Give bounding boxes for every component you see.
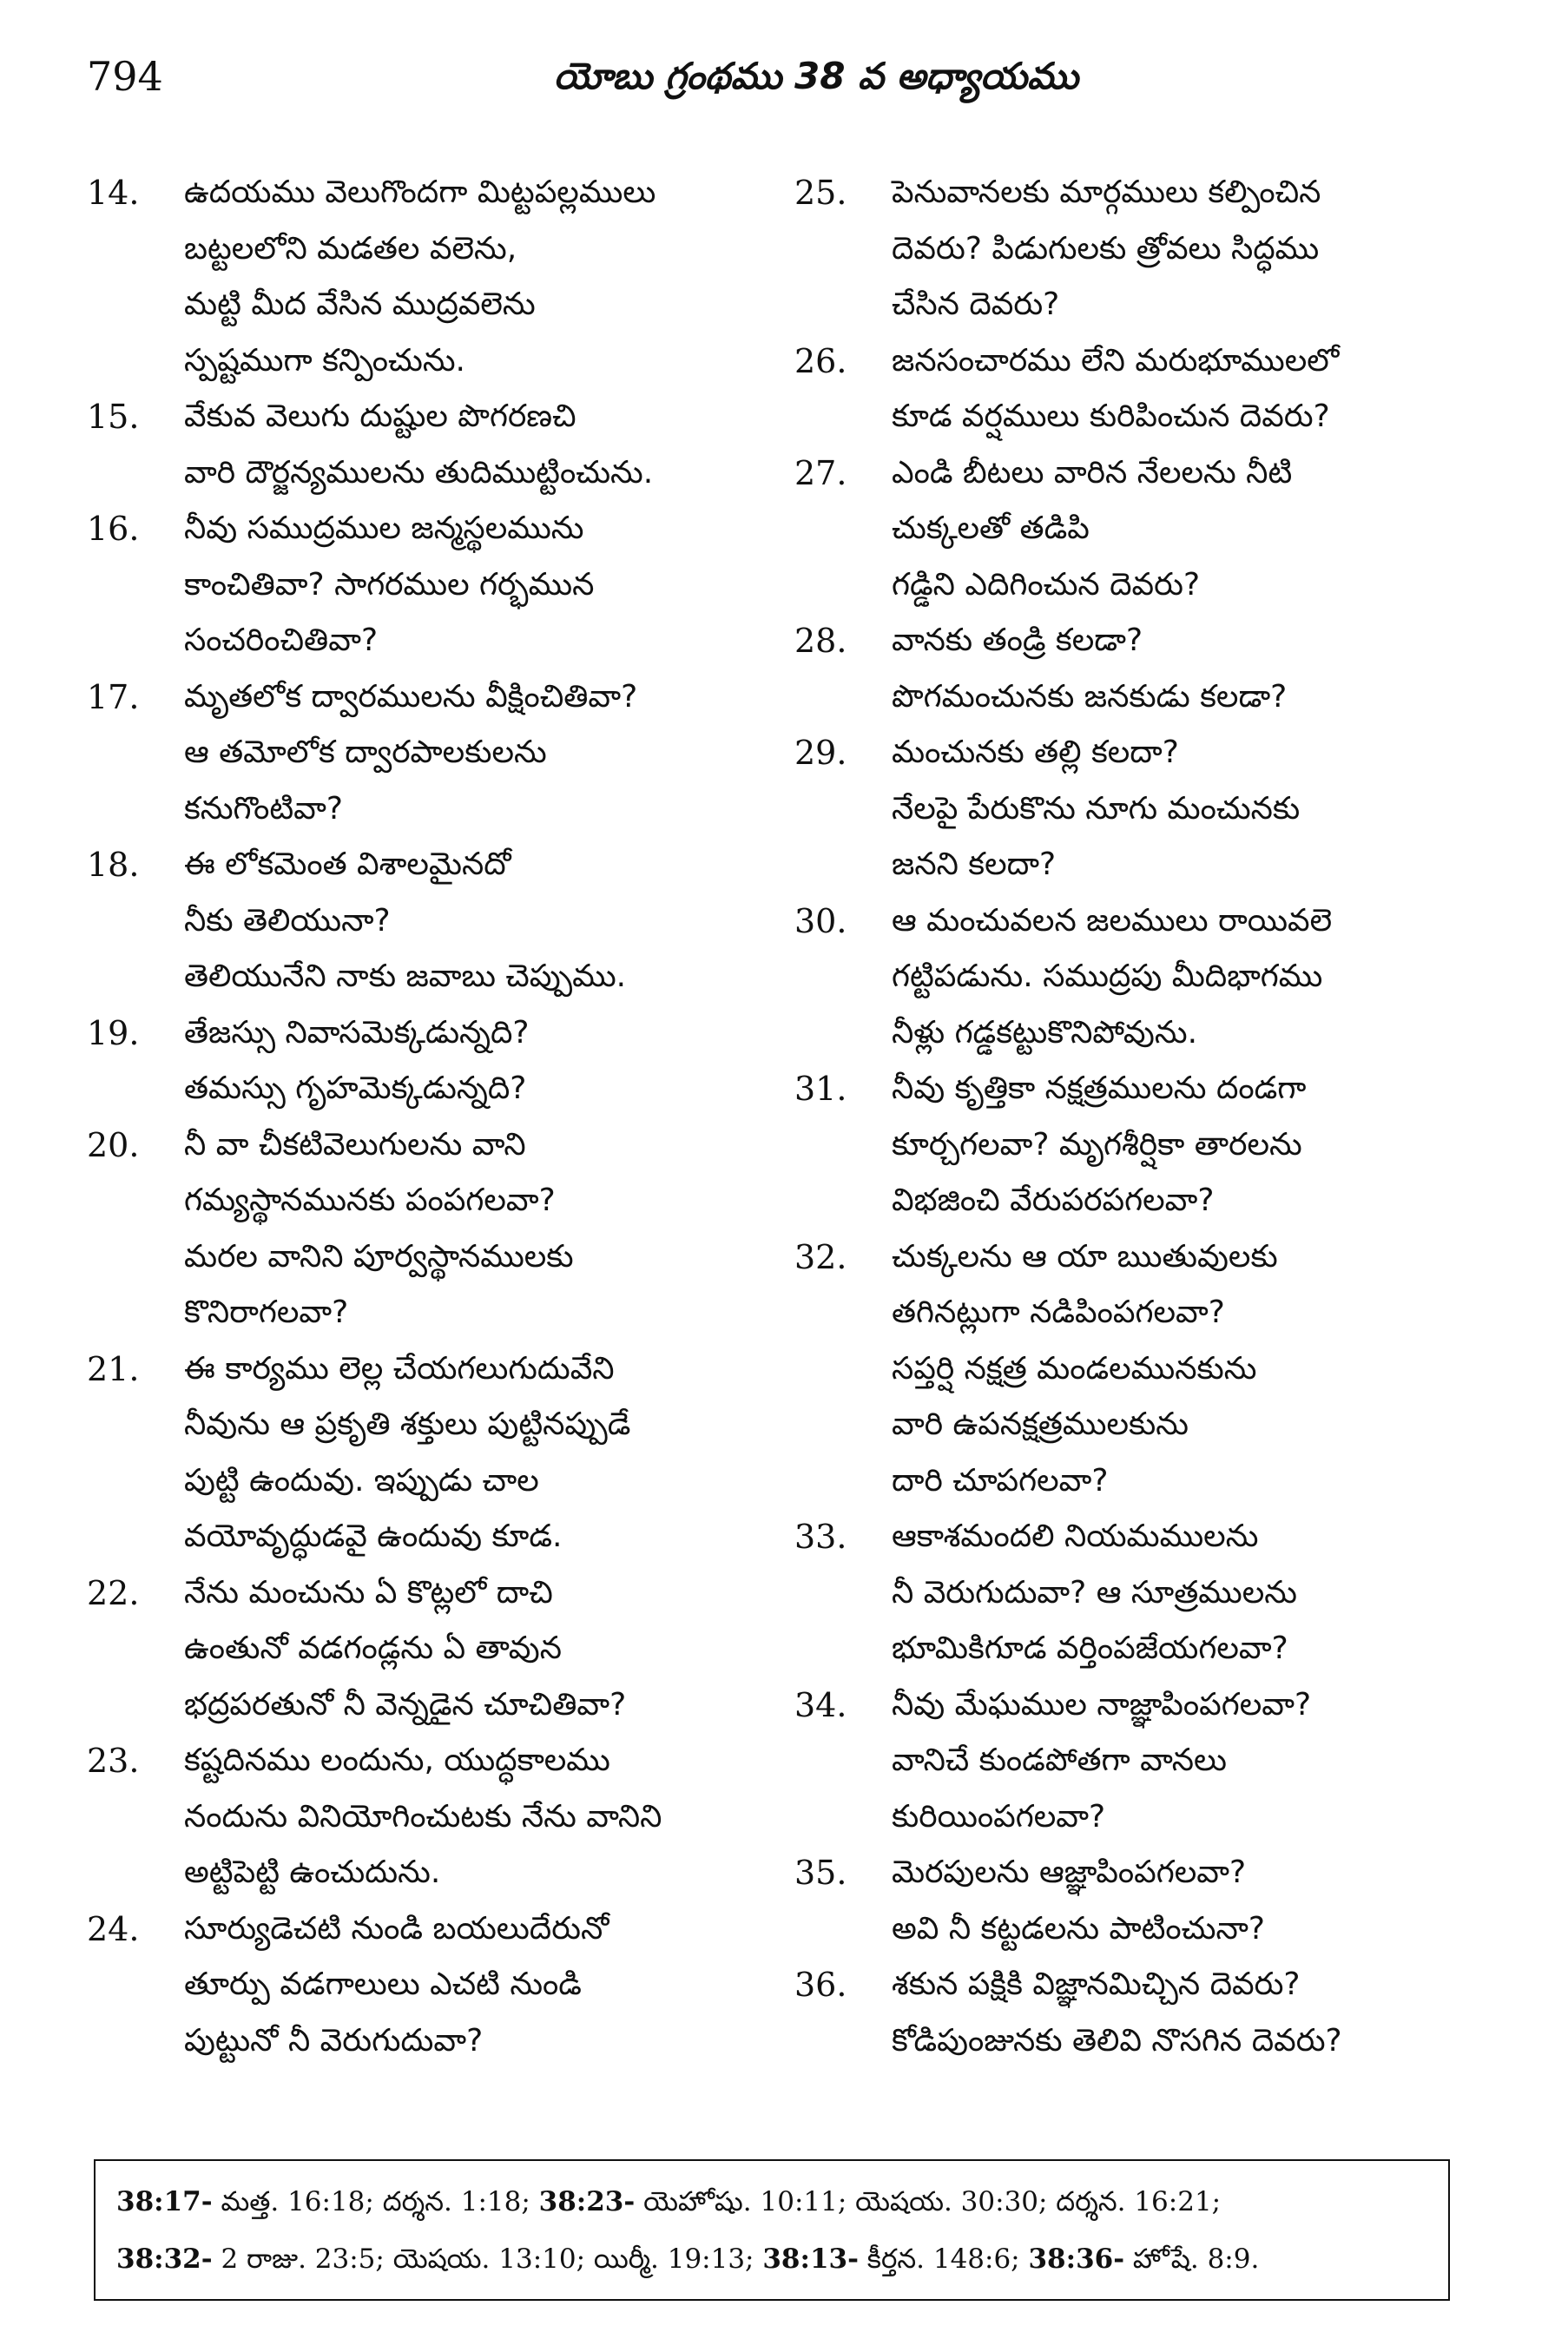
- verse-line: జనని కలదా?: [892, 847, 1057, 882]
- verse-number: 36.: [794, 1966, 847, 2004]
- verse-line: కష్టదినము లందును, యుద్ధకాలము: [184, 1743, 610, 1778]
- verse-line: పుట్టి ఉందువు. ఇప్పుడు చాల: [184, 1462, 539, 1499]
- verse-line: కనుగొంటివా?: [184, 790, 343, 827]
- verse-line: కాంచితివా? సాగరముల గర్భమున: [184, 566, 595, 603]
- verse-line: నందును వినియోగించుటకు నేను వానిని: [184, 1798, 662, 1835]
- verse-line: పెనువానలకు మార్గములు కల్పించిన: [892, 175, 1321, 210]
- verse-line: తమస్సు గృహమెక్కడున్నది?: [184, 1071, 527, 1106]
- verse-line: మట్టి మీద వేసిన ముద్రవలెను: [184, 287, 536, 322]
- verse-text: [892, 1957, 1480, 2069]
- verse-line: మరల వానిని పూర్వస్థానములకు: [184, 1238, 574, 1275]
- verse: [794, 165, 1480, 333]
- verse: [87, 165, 773, 389]
- verse: [87, 1565, 773, 1734]
- verse-text: [892, 893, 1480, 1062]
- verse-line: ఆ తమోలోక ద్వారపాలకులను: [184, 735, 547, 770]
- verse-line: అట్టిపెట్టి ఉంచుదును.: [184, 1855, 441, 1890]
- verse-line: నేలపై పేరుకొను నూగు మంచునకు: [892, 790, 1301, 827]
- verse-text: [184, 389, 773, 501]
- verse-line: ఉదయము వెలుగొందగా మిట్టపల్లములు: [184, 175, 656, 210]
- verse-line: శకున పక్షికి విజ్ఞానమిచ్చిన దెవరు?: [892, 1967, 1301, 2002]
- verse-line: మెరపులను ఆజ్ఞాపింపగలవా?: [892, 1855, 1247, 1890]
- verse-line: ఎండి బీటలు వారిన నేలలను నీటి: [892, 454, 1293, 491]
- verse-number: 19.: [87, 1013, 140, 1052]
- verse-line: నీవు కృత్తికా నక్షత్రములను దండగా: [892, 1071, 1307, 1106]
- verse-number: 18.: [87, 846, 140, 884]
- verse: [87, 1005, 773, 1117]
- verse: [794, 445, 1480, 614]
- verse: [794, 1229, 1480, 1510]
- verse: [794, 1677, 1480, 1846]
- reference-text: 2 రాజు. 23:5; యెషయ. 13:10; యిర్మీ. 19:13;: [212, 2243, 763, 2275]
- verse-line: వయోవృద్ధుడవై ఉందువు కూడ.: [184, 1519, 563, 1554]
- verse-number: 14.: [87, 174, 140, 212]
- verse: [87, 389, 773, 501]
- verse-number: 35.: [794, 1854, 847, 1892]
- verse-text: [184, 1117, 773, 1341]
- verse-line: నీకు తెలియునా?: [184, 902, 391, 939]
- verse-line: దారి చూపగలవా?: [892, 1462, 1109, 1499]
- verse: [87, 1901, 773, 2070]
- verse-line: సప్తర్షి నక్షత్ర మండలమునకును: [892, 1350, 1257, 1387]
- reference-key: 38:13-: [762, 2243, 859, 2275]
- verse: [794, 1061, 1480, 1229]
- verse-line: వానిచే కుండపోతగా వానలు: [892, 1743, 1227, 1778]
- verse-number: 15.: [87, 398, 140, 436]
- verse-number: 24.: [87, 1909, 140, 1948]
- verse-text: [892, 1677, 1480, 1846]
- verse-text: [892, 1061, 1480, 1229]
- verse-line: దెవరు? పిడుగులకు త్రోవలు సిద్ధము: [892, 230, 1320, 267]
- verse-line: వారి ఉపనక్షత్రములకును: [892, 1407, 1189, 1442]
- reference-key: 38:23-: [538, 2186, 636, 2217]
- verse-line: నీవు సముద్రముల జన్మస్థలమును: [184, 511, 584, 546]
- verse-text: [892, 333, 1480, 445]
- verse-line: చుక్కలతో తడిపి: [892, 511, 1090, 546]
- reference-text: యెహోషు. 10:11; యెషయ. 30:30; దర్శన. 16:21;: [635, 2186, 1222, 2217]
- cross-reference-box: [94, 2159, 1450, 2301]
- reference-key: 38:32-: [116, 2243, 213, 2275]
- reference-text: కీర్తన. 148:6;: [858, 2243, 1029, 2275]
- verse: [794, 333, 1480, 445]
- cross-reference-line: [116, 2230, 1427, 2288]
- verse-number: 28.: [794, 622, 847, 660]
- verse-line: తెలియునేని నాకు జవాబు చెప్పుము.: [184, 959, 627, 994]
- verse: [794, 725, 1480, 893]
- verse-line: పొగమంచునకు జనకుడు కలడా?: [892, 678, 1288, 715]
- verse: [794, 1957, 1480, 2069]
- verse-line: ఉంతునో వడగండ్లను ఏ తావున: [184, 1631, 562, 1666]
- reference-text: హోషే. 8:9.: [1124, 2243, 1260, 2275]
- verse-line: భద్రపరతునో నీ వెన్నడైన చూచితివా?: [184, 1686, 627, 1723]
- verse: [794, 893, 1480, 1062]
- verse-line: ఆ మంచువలన జలములు రాయివలె: [892, 902, 1333, 939]
- verse-line: సూర్యుడెచటి నుండి బయలుదేరునో: [184, 1910, 609, 1947]
- verse-number: 21.: [87, 1349, 140, 1388]
- verse-line: ఈ లోకమెంత విశాలమైనదో: [184, 847, 511, 882]
- reference-key: 38:17-: [116, 2186, 213, 2217]
- verse-line: సంచరించితివా?: [184, 623, 379, 658]
- verse: [87, 669, 773, 838]
- verse: [794, 1509, 1480, 1677]
- right-column: [794, 165, 1480, 2069]
- verse-line: నేను మంచును ఏ కొట్లలో దాచి: [184, 1574, 553, 1611]
- verse: [87, 1117, 773, 1341]
- verse-text: [184, 669, 773, 838]
- verse-line: గడ్డిని ఎదిగించున దెవరు?: [892, 566, 1201, 603]
- verse: [87, 501, 773, 669]
- verse-number: 17.: [87, 677, 140, 716]
- verse-line: తూర్పు వడగాలులు ఎచటి నుండి: [184, 1967, 582, 2002]
- verse-line: ఈ కార్యము లెల్ల చేయగలుగుదువేని: [184, 1350, 615, 1387]
- verse-line: జనసంచారము లేని మరుభూములలో: [892, 342, 1340, 379]
- verse-text: [892, 725, 1480, 893]
- verse-line: కోడిపుంజునకు తెలివి నొసగిన దెవరు?: [892, 2022, 1342, 2059]
- verse-line: స్పష్టముగా కన్పించును.: [184, 342, 465, 379]
- verse-text: [892, 445, 1480, 614]
- verse-text: [892, 1509, 1480, 1677]
- verse-line: నీళ్లు గడ్డకట్టుకొనిపోవును.: [892, 1014, 1198, 1051]
- verse-line: చేసిన దెవరు?: [892, 287, 1060, 322]
- verse-number: 33.: [794, 1518, 847, 1556]
- verse-line: నీవు మేఘముల నాజ్ఞాపింపగలవా?: [892, 1686, 1312, 1723]
- verse-number: 34.: [794, 1685, 847, 1724]
- verse-line: విభజించి వేరుపరపగలవా?: [892, 1183, 1215, 1218]
- verse-line: కురియింపగలవా?: [892, 1798, 1106, 1835]
- page-number: 794: [87, 53, 163, 100]
- verse-number: 25.: [794, 174, 847, 212]
- verse: [87, 1341, 773, 1565]
- verse-text: [184, 1733, 773, 1901]
- verse-text: [892, 1229, 1480, 1510]
- verse-line: మంచునకు తల్లి కలదా?: [892, 735, 1179, 770]
- verse: [794, 613, 1480, 725]
- verse-line: బట్టలలోని మడతల వలెను,: [184, 230, 517, 267]
- verse-line: వేకువ వెలుగు దుష్టుల పొగరణచి: [184, 399, 576, 434]
- verse-text: [892, 165, 1480, 333]
- verse-line: వారి దౌర్జన్యములను తుదిముట్టించును.: [184, 454, 654, 491]
- cross-reference-line: [116, 2173, 1427, 2230]
- verse: [87, 837, 773, 1005]
- verse-line: పుట్టునో నీ వెరుగుదువా?: [184, 2022, 484, 2059]
- verse-line: గట్టిపడును. సముద్రపు మీదిభాగము: [892, 959, 1323, 994]
- verse-line: నీ వెరుగుదువా? ఆ సూత్రములను: [892, 1574, 1298, 1611]
- reference-text: మత్త. 16:18; దర్శన. 1:18;: [212, 2186, 539, 2217]
- verse-line: చుక్కలను ఆ యా ఋతువులకు: [892, 1238, 1278, 1275]
- verse-text: [184, 1565, 773, 1734]
- verse-line: నీవును ఆ ప్రకృతి శక్తులు పుట్టినప్పుడే: [184, 1407, 631, 1442]
- left-column: [87, 165, 773, 2069]
- verse-line: తగినట్లుగా నడిపింపగలవా?: [892, 1295, 1225, 1330]
- verse-number: 30.: [794, 901, 847, 940]
- verse-number: 26.: [794, 341, 847, 380]
- verse-text: [892, 613, 1480, 725]
- verse: [87, 1733, 773, 1901]
- verse-line: గమ్యస్థానమునకు పంపగలవా?: [184, 1183, 556, 1218]
- verse-line: ఆకాశమందలి నియమములను: [892, 1519, 1259, 1554]
- verse-number: 27.: [794, 453, 847, 492]
- verse-number: 29.: [794, 734, 847, 772]
- verse-text: [184, 837, 773, 1005]
- verse-line: భూమికిగూడ వర్తింపజేయగలవా?: [892, 1631, 1288, 1666]
- verse-number: 16.: [87, 510, 140, 548]
- verse-text: [184, 1901, 773, 2070]
- verse-number: 22.: [87, 1573, 140, 1612]
- verse: [794, 1845, 1480, 1957]
- verse-number: 20.: [87, 1125, 140, 1164]
- verse-line: కూర్చగలవా? మృగశీర్షికా తారలను: [892, 1126, 1302, 1163]
- page-title: యోబు గ్రంథము 38 వ అధ్యాయము: [553, 55, 1079, 97]
- verse-line: అవి నీ కట్టడలను పాటించునా?: [892, 1910, 1265, 1947]
- verse-line: కూడ వర్షములు కురిపించున దెవరు?: [892, 399, 1330, 434]
- verse-line: వానకు తండ్రి కలడా?: [892, 623, 1143, 658]
- verse-line: నీ వా చీకటివెలుగులను వాని: [184, 1126, 526, 1163]
- verse-text: [184, 1005, 773, 1117]
- verse-text: [184, 1341, 773, 1565]
- verse-columns: [87, 165, 1480, 2153]
- reference-key: 38:36-: [1028, 2243, 1125, 2275]
- verse-text: [184, 165, 773, 389]
- verse-number: 32.: [794, 1237, 847, 1276]
- verse-text: [184, 501, 773, 669]
- verse-number: 23.: [87, 1742, 140, 1780]
- verse-number: 31.: [794, 1070, 847, 1108]
- verse-text: [892, 1845, 1480, 1957]
- verse-line: తేజస్సు నివాసమెక్కడున్నది?: [184, 1014, 530, 1051]
- verse-line: కొనిరాగలవా?: [184, 1295, 349, 1330]
- verse-line: మృతలోక ద్వారములను వీక్షించితివా?: [184, 678, 638, 715]
